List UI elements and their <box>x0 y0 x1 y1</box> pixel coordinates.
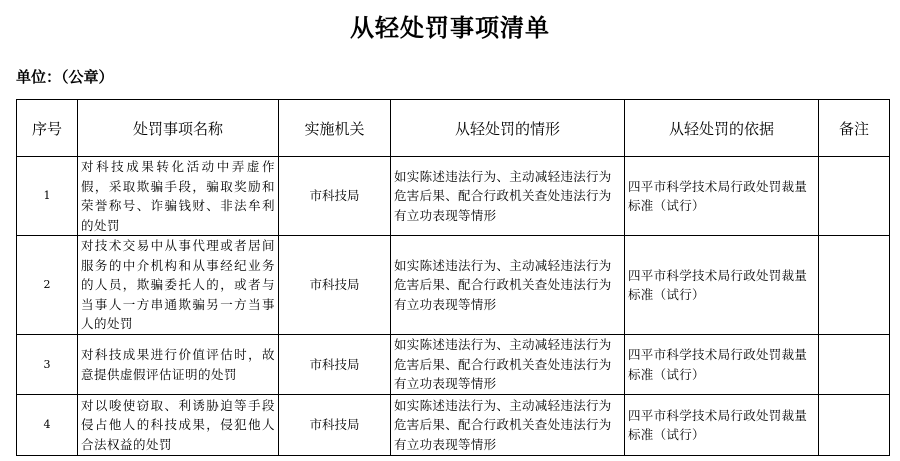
page-title: 从轻处罚事项清单 <box>350 13 550 42</box>
penalty-table <box>16 99 890 456</box>
row-basis: 四平市科学技术局行政处罚裁量标准（试行） <box>625 236 819 335</box>
row-situation: 如实陈述违法行为、主动减轻违法行为危害后果、配合行政机关查处违法行为有立功表现等情形 <box>391 395 625 456</box>
row-remark <box>819 395 890 456</box>
row-basis: 四平市科学技术局行政处罚裁量标准（试行） <box>625 335 819 395</box>
row-name: 对科技成果转化活动中弄虚作假，采取欺骗手段，骗取奖励和荣誉称号、诈骗钱财、非法牟利的处罚 <box>78 157 279 236</box>
row-situation: 如实陈述违法行为、主动减轻违法行为危害后果、配合行政机关查处违法行为有立功表现等情形 <box>391 236 625 335</box>
unit-label: 单位：（公章） <box>16 68 114 86</box>
table-row <box>17 395 890 456</box>
row-index: 2 <box>17 236 78 335</box>
row-name: 对技术交易中从事代理或者居间服务的中介机构和从事经纪业务的人员，欺骗委托人的，或者与当事人一方串通欺骗另一方当事人的处罚 <box>78 236 279 335</box>
header-row <box>17 100 890 157</box>
header-basis: 从轻处罚的依据 <box>625 100 819 157</box>
table-row <box>17 236 890 335</box>
header-index: 序号 <box>17 100 78 157</box>
table-row <box>17 157 890 236</box>
row-agency: 市科技局 <box>279 395 391 456</box>
header-agency: 实施机关 <box>279 100 391 157</box>
row-name: 对以唆使窃取、利诱胁迫等手段侵占他人的科技成果，侵犯他人合法权益的处罚 <box>78 395 279 456</box>
header-remark: 备注 <box>819 100 890 157</box>
row-basis: 四平市科学技术局行政处罚裁量标准（试行） <box>625 157 819 236</box>
row-agency: 市科技局 <box>279 335 391 395</box>
row-agency: 市科技局 <box>279 157 391 236</box>
table-row <box>17 335 890 395</box>
row-situation: 如实陈述违法行为、主动减轻违法行为危害后果、配合行政机关查处违法行为有立功表现等情形 <box>391 157 625 236</box>
header-name: 处罚事项名称 <box>78 100 279 157</box>
row-remark <box>819 157 890 236</box>
row-index: 1 <box>17 157 78 236</box>
row-index: 4 <box>17 395 78 456</box>
row-name: 对科技成果进行价值评估时，故意提供虚假评估证明的处罚 <box>78 335 279 395</box>
row-situation: 如实陈述违法行为、主动减轻违法行为危害后果、配合行政机关查处违法行为有立功表现等情形 <box>391 335 625 395</box>
header-situation: 从轻处罚的情形 <box>391 100 625 157</box>
row-remark <box>819 335 890 395</box>
row-basis: 四平市科学技术局行政处罚裁量标准（试行） <box>625 395 819 456</box>
row-remark <box>819 236 890 335</box>
row-index: 3 <box>17 335 78 395</box>
row-agency: 市科技局 <box>279 236 391 335</box>
